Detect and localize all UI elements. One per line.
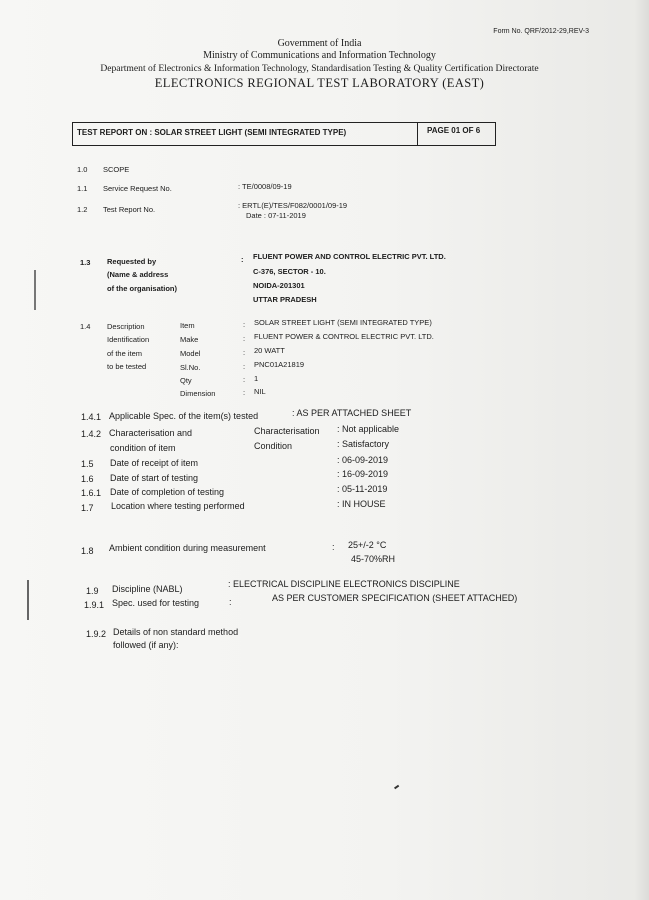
s1-3-label-3: of the organisation): [107, 284, 177, 293]
s1-9-value: : ELECTRICAL DISCIPLINE ELECTRONICS DISCIPLINE: [228, 579, 460, 589]
condition-value: : Satisfactory: [337, 439, 390, 449]
s1-4-desc-4: to be tested: [107, 362, 147, 371]
s1-0-num: 1.0: [77, 165, 88, 174]
s1-3-addr-2: C-376, SECTOR - 10.: [253, 267, 326, 276]
s1-9-label: Discipline (NABL): [112, 584, 183, 594]
make-colon: :: [243, 334, 246, 343]
s1-6-1-label: Date of completion of testing: [110, 487, 225, 497]
pen-mark: [394, 785, 399, 789]
s1-8-rh: 45-70%RH: [351, 554, 396, 564]
s1-6-label: Date of start of testing: [110, 473, 199, 483]
s1-2-label: Test Report No.: [103, 205, 156, 214]
s1-7-num: 1.7: [81, 503, 94, 513]
s1-9-2-label-1: Details of non standard method: [113, 627, 239, 637]
s1-5-value: : 06-09-2019: [337, 455, 389, 465]
qty-colon: :: [243, 375, 246, 384]
s1-8-colon: :: [332, 542, 335, 552]
s1-6-1-num: 1.6.1: [81, 488, 102, 498]
header-line-2: Ministry of Communications and Information Technology: [203, 50, 436, 61]
model-value: 20 WATT: [254, 346, 285, 355]
s1-9-1-num: 1.9.1: [84, 600, 105, 610]
s1-6-num: 1.6: [81, 474, 94, 484]
page-edge-shadow: [635, 0, 649, 900]
s1-1-value: : TE/0008/09-19: [238, 182, 292, 191]
s1-3-label-1: Requested by: [107, 257, 157, 266]
s1-6-1-value: : 05-11-2019: [337, 484, 388, 494]
qty-value: 1: [254, 374, 259, 383]
dimension-value: NIL: [254, 387, 266, 396]
s1-2-num: 1.2: [77, 205, 88, 214]
model-colon: :: [243, 348, 246, 357]
qty-key: Qty: [180, 376, 192, 385]
s1-7-label: Location where testing performed: [111, 501, 245, 511]
s1-7-value: : IN HOUSE: [337, 499, 386, 509]
s1-3-num: 1.3: [80, 258, 91, 267]
s1-5-num: 1.5: [81, 459, 94, 469]
s1-9-1-label: Spec. used for testing: [112, 598, 200, 608]
s1-1-num: 1.1: [77, 184, 88, 193]
form-number: Form No. QRF/2012-29,REV-3: [493, 28, 589, 35]
report-title-box: [72, 122, 496, 146]
s1-8-label: Ambient condition during measurement: [109, 543, 266, 553]
s1-4-2-num: 1.4.2: [81, 429, 102, 439]
model-key: Model: [180, 349, 201, 358]
s1-8-num: 1.8: [81, 546, 94, 556]
s1-3-addr-4: UTTAR PRADESH: [253, 295, 317, 304]
condition-key: Condition: [254, 441, 293, 451]
s1-3-label-2: (Name & address: [107, 270, 169, 279]
slno-colon: :: [243, 362, 246, 371]
s1-5-label: Date of receipt of item: [110, 458, 199, 468]
s1-3-addr-3: NOIDA-201301: [253, 281, 305, 290]
dimension-key: Dimension: [180, 389, 216, 398]
s1-4-2-label-1: Characterisation and: [109, 428, 193, 438]
item-key: Item: [180, 321, 195, 330]
slno-value: PNC01A21819: [254, 360, 305, 369]
s1-4-desc-1: Description: [107, 322, 145, 331]
report-box-divider: [417, 123, 418, 145]
slno-key: Sl.No.: [180, 363, 201, 372]
s1-9-2-num: 1.9.2: [86, 629, 107, 639]
header-lab-name: ELECTRONICS REGIONAL TEST LABORATORY (EAST): [154, 76, 485, 90]
s1-4-1-label: Applicable Spec. of the item(s) tested: [109, 411, 259, 421]
s1-9-1-value: AS PER CUSTOMER SPECIFICATION (SHEET ATTACHED): [272, 593, 518, 603]
s1-8-temp: 25+/-2 °C: [348, 540, 387, 550]
characterisation-value: : Not applicable: [337, 424, 400, 434]
dimension-colon: :: [243, 388, 246, 397]
s1-6-value: : 16-09-2019: [337, 469, 389, 479]
s1-0-label: SCOPE: [103, 165, 130, 174]
make-key: Make: [180, 335, 199, 344]
header-line-3: Department of Electronics & Information Technology, Standardisation Testing & Quality Certification Directorate: [100, 63, 539, 74]
s1-9-num: 1.9: [86, 586, 99, 596]
s1-4-desc-2: Identification: [107, 335, 150, 344]
header-line-1: Government of India: [277, 38, 362, 49]
punch-mark-bottom: [27, 580, 29, 620]
page-indicator: PAGE 01 OF 6: [427, 126, 481, 135]
s1-2-date: Date : 07-11-2019: [246, 211, 306, 220]
s1-1-label: Service Request No.: [103, 184, 172, 193]
s1-9-2-label-2: followed (if any):: [113, 640, 179, 650]
s1-2-value: : ERTL(E)/TES/F082/0001/09-19: [238, 201, 348, 210]
make-value: FLUENT POWER & CONTROL ELECTRIC PVT. LTD.: [254, 332, 434, 341]
s1-9-1-colon: :: [229, 597, 232, 607]
s1-4-1-value: : AS PER ATTACHED SHEET: [292, 408, 412, 418]
item-colon: :: [243, 320, 246, 329]
s1-3-addr-1: FLUENT POWER AND CONTROL ELECTRIC PVT. LTD.: [253, 252, 446, 261]
s1-4-2-label-2: condition of item: [110, 443, 176, 453]
s1-4-num: 1.4: [80, 322, 91, 331]
characterisation-key: Characterisation: [254, 426, 320, 436]
s1-4-desc-3: of the item: [107, 349, 143, 358]
s1-3-colon: :: [241, 255, 244, 264]
report-title: TEST REPORT ON : SOLAR STREET LIGHT (SEMI INTEGRATED TYPE): [77, 128, 347, 137]
s1-4-1-num: 1.4.1: [81, 412, 102, 422]
item-value: SOLAR STREET LIGHT (SEMI INTEGRATED TYPE): [254, 318, 432, 327]
punch-mark-top: [34, 270, 36, 310]
